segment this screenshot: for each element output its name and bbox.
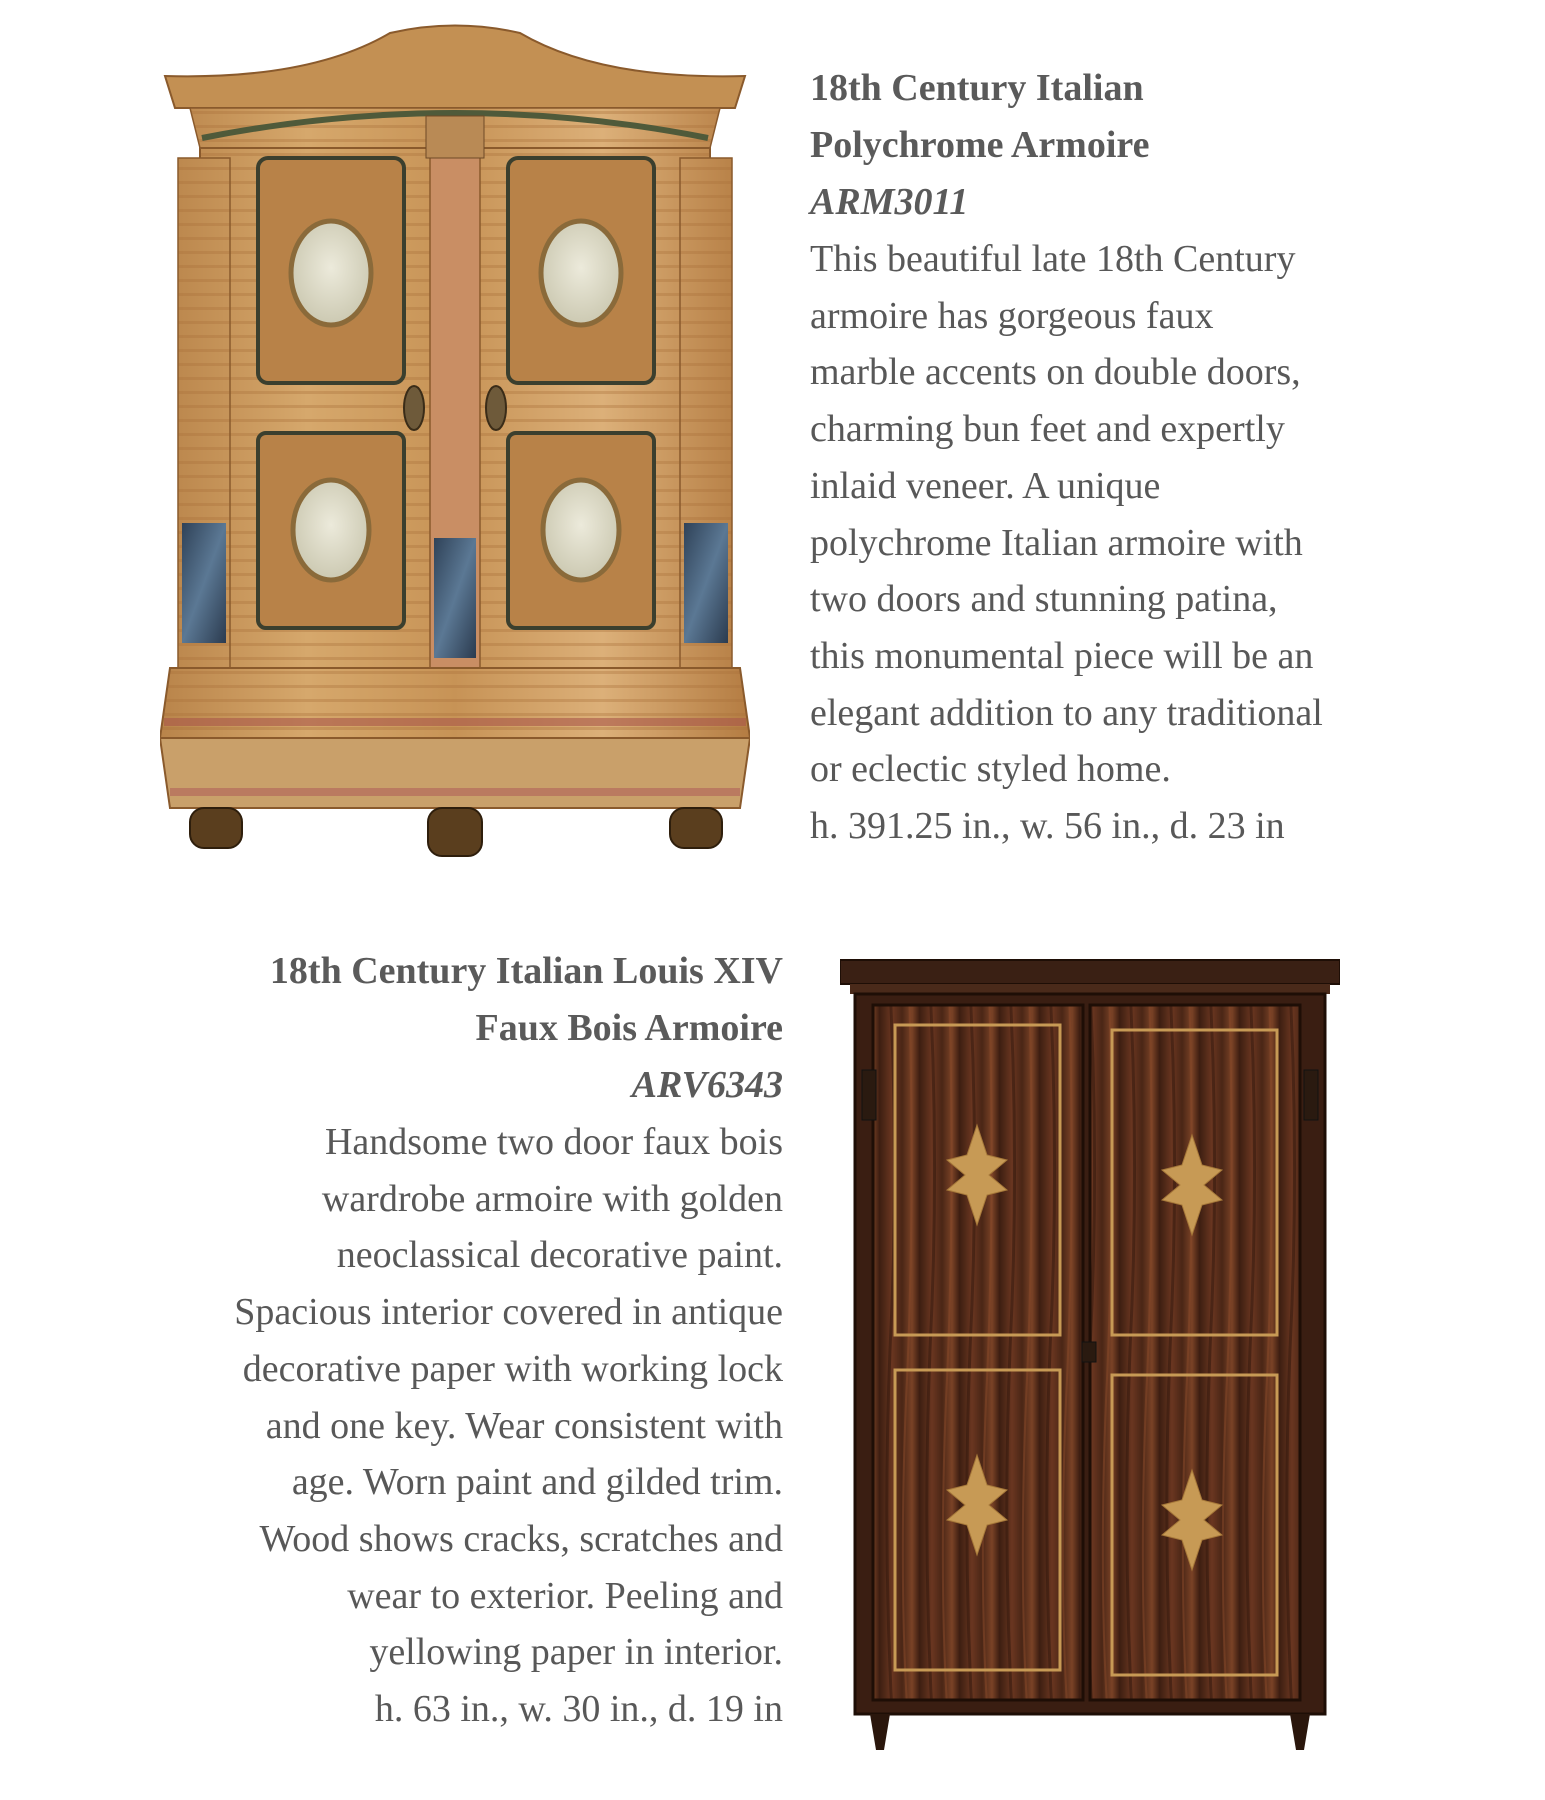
description-line: yellowing paper in interior. [369,1631,783,1674]
description-line: marble accents on double doors, [810,351,1301,394]
description-line: This beautiful late 18th Century [810,238,1296,280]
product-1-title [810,60,1450,174]
description-line: wardrobe armoire with golden [321,1177,783,1220]
description-line: or eclectic styled home. [810,748,1171,791]
product-1-description [810,231,1450,798]
product-2-dimensions: h. 63 in., w. 30 in., d. 19 in [374,1688,783,1731]
product-1-title-line: Polychrome Armoire [810,124,1150,166]
product-2-description [160,1114,783,1681]
product-2-title-line: 18th Century Italian Louis XIV [269,950,783,992]
description-line: neoclassical decorative paint. [336,1234,783,1277]
description-line: Spacious interior covered in antique [234,1291,783,1334]
product-2-text [160,943,783,1738]
product-1-text [810,60,1450,855]
description-line: Handsome two door faux bois [324,1121,783,1163]
description-line: polychrome Italian armoire with [810,521,1303,564]
description-line: age. Worn paint and gilded trim. [291,1461,783,1504]
description-line: wear to exterior. Peeling and [347,1574,783,1617]
product-2-title [160,943,783,1057]
product-2-sku: ARV6343 [631,1064,783,1106]
description-line: inlaid veneer. A unique [810,464,1161,507]
description-line: this monumental piece will be an [810,634,1314,677]
description-line: charming bun feet and expertly [810,408,1285,451]
description-line: two doors and stunning patina, [810,578,1278,621]
description-line: elegant addition to any traditional [810,691,1323,734]
product-2-title-line: Faux Bois Armoire [475,1007,783,1049]
product-1-sku: ARM3011 [810,181,969,223]
description-line: Wood shows cracks, scratches and [259,1517,783,1560]
faux-bois-armoire-image [840,950,1340,1750]
product-1-title-line: 18th Century Italian [810,67,1144,109]
description-line: armoire has gorgeous faux [810,294,1214,337]
polychrome-armoire-image [160,18,750,868]
description-line: decorative paper with working lock [242,1347,783,1390]
product-1-dimensions: h. 391.25 in., w. 56 in., d. 23 in [810,805,1285,848]
description-line: and one key. Wear consistent with [265,1404,783,1447]
